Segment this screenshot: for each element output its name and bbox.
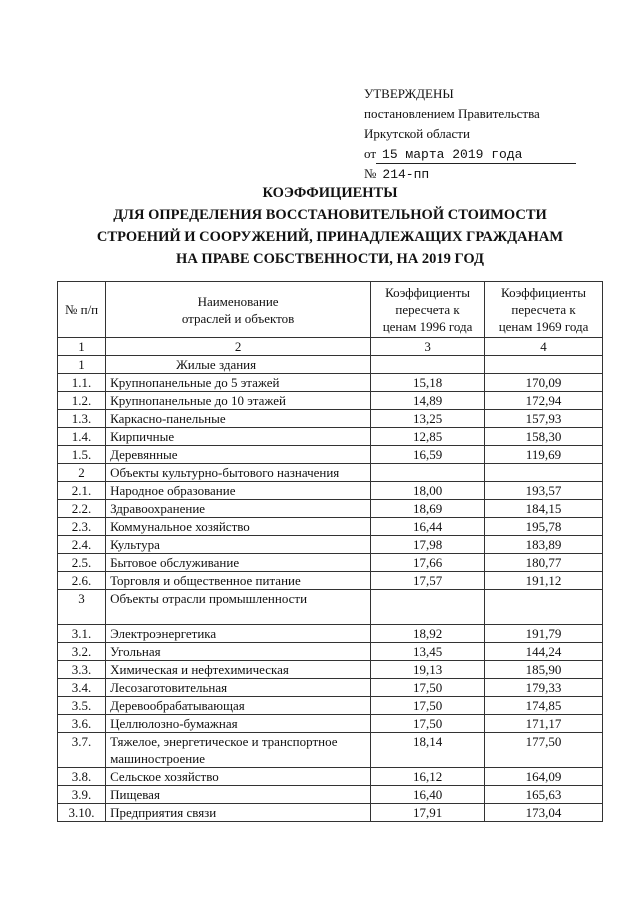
row-name: Бытовое обслуживание (106, 554, 371, 572)
table-row (58, 786, 603, 804)
table-row (58, 410, 603, 428)
row-number: 3.1. (58, 625, 106, 643)
table-row (58, 804, 603, 822)
row-number: 3.10. (58, 804, 106, 822)
table-row (58, 643, 603, 661)
row-coef-1969 (485, 464, 603, 482)
table-row (58, 356, 603, 374)
row-coef-1996: 15,18 (371, 374, 485, 392)
coefficients-table (57, 281, 603, 822)
number-sign: № (364, 166, 377, 181)
row-coef-1969 (485, 356, 603, 374)
row-coef-1996: 17,57 (371, 572, 485, 590)
row-name: Электроэнергетика (106, 625, 371, 643)
row-coef-1969: 180,77 (485, 554, 603, 572)
document-title (60, 182, 600, 270)
row-name: Здравоохранение (106, 500, 371, 518)
row-coef-1969: 157,93 (485, 410, 603, 428)
row-name: Кирпичные (106, 428, 371, 446)
table-row (58, 661, 603, 679)
row-name: Торговля и общественное питание (106, 572, 371, 590)
table-row (58, 697, 603, 715)
row-coef-1996: 18,92 (371, 625, 485, 643)
header-coef-1996-line-2: пересчета к (395, 302, 460, 317)
row-name: Коммунальное хозяйство (106, 518, 371, 536)
row-coef-1996: 17,50 (371, 679, 485, 697)
row-name: Деревянные (106, 446, 371, 464)
table-body (58, 356, 603, 822)
row-name: Деревообрабатывающая (106, 697, 371, 715)
index-cell: 3 (371, 338, 485, 356)
title-line-1: КОЭФФИЦИЕНТЫ (262, 185, 398, 201)
row-coef-1996: 16,40 (371, 786, 485, 804)
table-row (58, 446, 603, 464)
row-coef-1969: 191,79 (485, 625, 603, 643)
row-coef-1996: 19,13 (371, 661, 485, 679)
row-number: 3 (58, 590, 106, 625)
row-number: 1.4. (58, 428, 106, 446)
table-row (58, 554, 603, 572)
row-number: 3.9. (58, 786, 106, 804)
table-row (58, 572, 603, 590)
row-coef-1969: 177,50 (485, 733, 603, 768)
row-number: 3.5. (58, 697, 106, 715)
row-coef-1996: 13,45 (371, 643, 485, 661)
row-coef-1996: 17,50 (371, 697, 485, 715)
table-row (58, 482, 603, 500)
title-line-4: НА ПРАВЕ СОБСТВЕННОСТИ, НА 2019 ГОД (176, 251, 484, 267)
header-name-line-2: отраслей и объектов (181, 310, 295, 326)
table-row (58, 733, 603, 768)
row-coef-1996: 17,66 (371, 554, 485, 572)
row-coef-1996: 12,85 (371, 428, 485, 446)
approval-number: 214-пп (382, 167, 430, 182)
table-row (58, 392, 603, 410)
row-number: 1.3. (58, 410, 106, 428)
row-name: Культура (106, 536, 371, 554)
row-coef-1969: 171,17 (485, 715, 603, 733)
row-number: 2.5. (58, 554, 106, 572)
row-coef-1969: 184,15 (485, 500, 603, 518)
row-coef-1969: 179,33 (485, 679, 603, 697)
date-prefix: от (364, 146, 377, 161)
table-row (58, 428, 603, 446)
row-coef-1969: 165,63 (485, 786, 603, 804)
row-number: 3.3. (58, 661, 106, 679)
row-coef-1996 (371, 464, 485, 482)
row-coef-1969: 144,24 (485, 643, 603, 661)
row-coef-1996: 16,12 (371, 768, 485, 786)
row-number: 2 (58, 464, 106, 482)
row-coef-1996: 16,44 (371, 518, 485, 536)
row-number: 1.1. (58, 374, 106, 392)
table-row (58, 536, 603, 554)
row-name: Объекты отрасли промышленности (106, 590, 371, 625)
header-name-line-1: Наименование (197, 293, 279, 309)
row-number: 2.6. (58, 572, 106, 590)
table-row (58, 518, 603, 536)
row-name: Тяжелое, энергетическое и транспортное машиностроение (106, 733, 371, 768)
row-name: Предприятия связи (106, 804, 371, 822)
row-coef-1996: 13,25 (371, 410, 485, 428)
row-number: 2.4. (58, 536, 106, 554)
row-name: Угольная (106, 643, 371, 661)
row-name: Крупнопанельные до 10 этажей (106, 392, 371, 410)
row-number: 3.4. (58, 679, 106, 697)
approval-heading: УТВЕРЖДЕНЫ (364, 86, 454, 101)
row-coef-1969 (485, 590, 603, 625)
table-row (58, 590, 603, 625)
row-number: 1.2. (58, 392, 106, 410)
row-name: Народное образование (106, 482, 371, 500)
row-coef-1969: 195,78 (485, 518, 603, 536)
table-row (58, 768, 603, 786)
table-row (58, 625, 603, 643)
row-number: 3.8. (58, 768, 106, 786)
row-name: Жилые здания (106, 356, 371, 374)
row-name: Целлюлозно-бумажная (106, 715, 371, 733)
header-coef-1969 (485, 282, 603, 338)
row-coef-1969: 174,85 (485, 697, 603, 715)
row-name: Химическая и нефтехимическая (106, 661, 371, 679)
approval-authority: постановлением Правительства (364, 106, 540, 121)
row-coef-1996: 17,91 (371, 804, 485, 822)
approval-region: Иркутской области (364, 126, 470, 141)
table-row (58, 464, 603, 482)
row-coef-1969: 164,09 (485, 768, 603, 786)
header-coef-1996-line-1: Коэффициенты (385, 285, 471, 300)
row-coef-1996 (371, 356, 485, 374)
table-row (58, 679, 603, 697)
row-coef-1996: 14,89 (371, 392, 485, 410)
approval-date: 15 марта 2019 года (376, 147, 576, 164)
header-coef-1996-line-3: ценам 1996 года (382, 319, 473, 334)
row-coef-1969: 185,90 (485, 661, 603, 679)
row-coef-1996: 17,50 (371, 715, 485, 733)
row-number: 2.2. (58, 500, 106, 518)
approval-block (364, 84, 576, 185)
table-row (58, 500, 603, 518)
approval-date-line (364, 144, 576, 164)
row-coef-1996: 18,14 (371, 733, 485, 768)
row-number: 1.5. (58, 446, 106, 464)
row-coef-1996 (371, 590, 485, 625)
row-number: 1 (58, 356, 106, 374)
row-name: Лесозаготовительная (106, 679, 371, 697)
index-cell: 1 (58, 338, 106, 356)
row-number: 3.7. (58, 733, 106, 768)
header-number: № п/п (58, 282, 106, 338)
row-coef-1969: 170,09 (485, 374, 603, 392)
table-header-row (58, 282, 603, 338)
header-coef-1969-line-1: Коэффициенты (501, 285, 587, 300)
title-line-3: СТРОЕНИЙ И СООРУЖЕНИЙ, ПРИНАДЛЕЖАЩИХ ГРАЖДАНАМ (96, 229, 564, 245)
row-number: 3.2. (58, 643, 106, 661)
row-name: Объекты культурно-бытового назначения (106, 464, 371, 482)
row-coef-1996: 18,69 (371, 500, 485, 518)
index-cell: 2 (106, 338, 371, 356)
row-name: Сельское хозяйство (106, 768, 371, 786)
row-coef-1996: 16,59 (371, 446, 485, 464)
table-index-row (58, 338, 603, 356)
row-coef-1996: 18,00 (371, 482, 485, 500)
row-coef-1969: 172,94 (485, 392, 603, 410)
row-name: Каркасно-панельные (106, 410, 371, 428)
row-number: 2.1. (58, 482, 106, 500)
row-coef-1969: 191,12 (485, 572, 603, 590)
row-coef-1996: 17,98 (371, 536, 485, 554)
row-coef-1969: 173,04 (485, 804, 603, 822)
header-coef-1969-line-3: ценам 1969 года (498, 319, 589, 334)
table-row (58, 715, 603, 733)
header-name (106, 282, 371, 338)
index-cell: 4 (485, 338, 603, 356)
row-coef-1969: 119,69 (485, 446, 603, 464)
table-row (58, 374, 603, 392)
header-coef-1996 (371, 282, 485, 338)
row-number: 2.3. (58, 518, 106, 536)
title-line-2: ДЛЯ ОПРЕДЕЛЕНИЯ ВОССТАНОВИТЕЛЬНОЙ СТОИМОСТИ (113, 207, 547, 223)
row-name: Пищевая (106, 786, 371, 804)
header-coef-1969-line-2: пересчета к (511, 302, 576, 317)
row-name: Крупнопанельные до 5 этажей (106, 374, 371, 392)
row-coef-1969: 158,30 (485, 428, 603, 446)
row-number: 3.6. (58, 715, 106, 733)
row-coef-1969: 183,89 (485, 536, 603, 554)
row-coef-1969: 193,57 (485, 482, 603, 500)
